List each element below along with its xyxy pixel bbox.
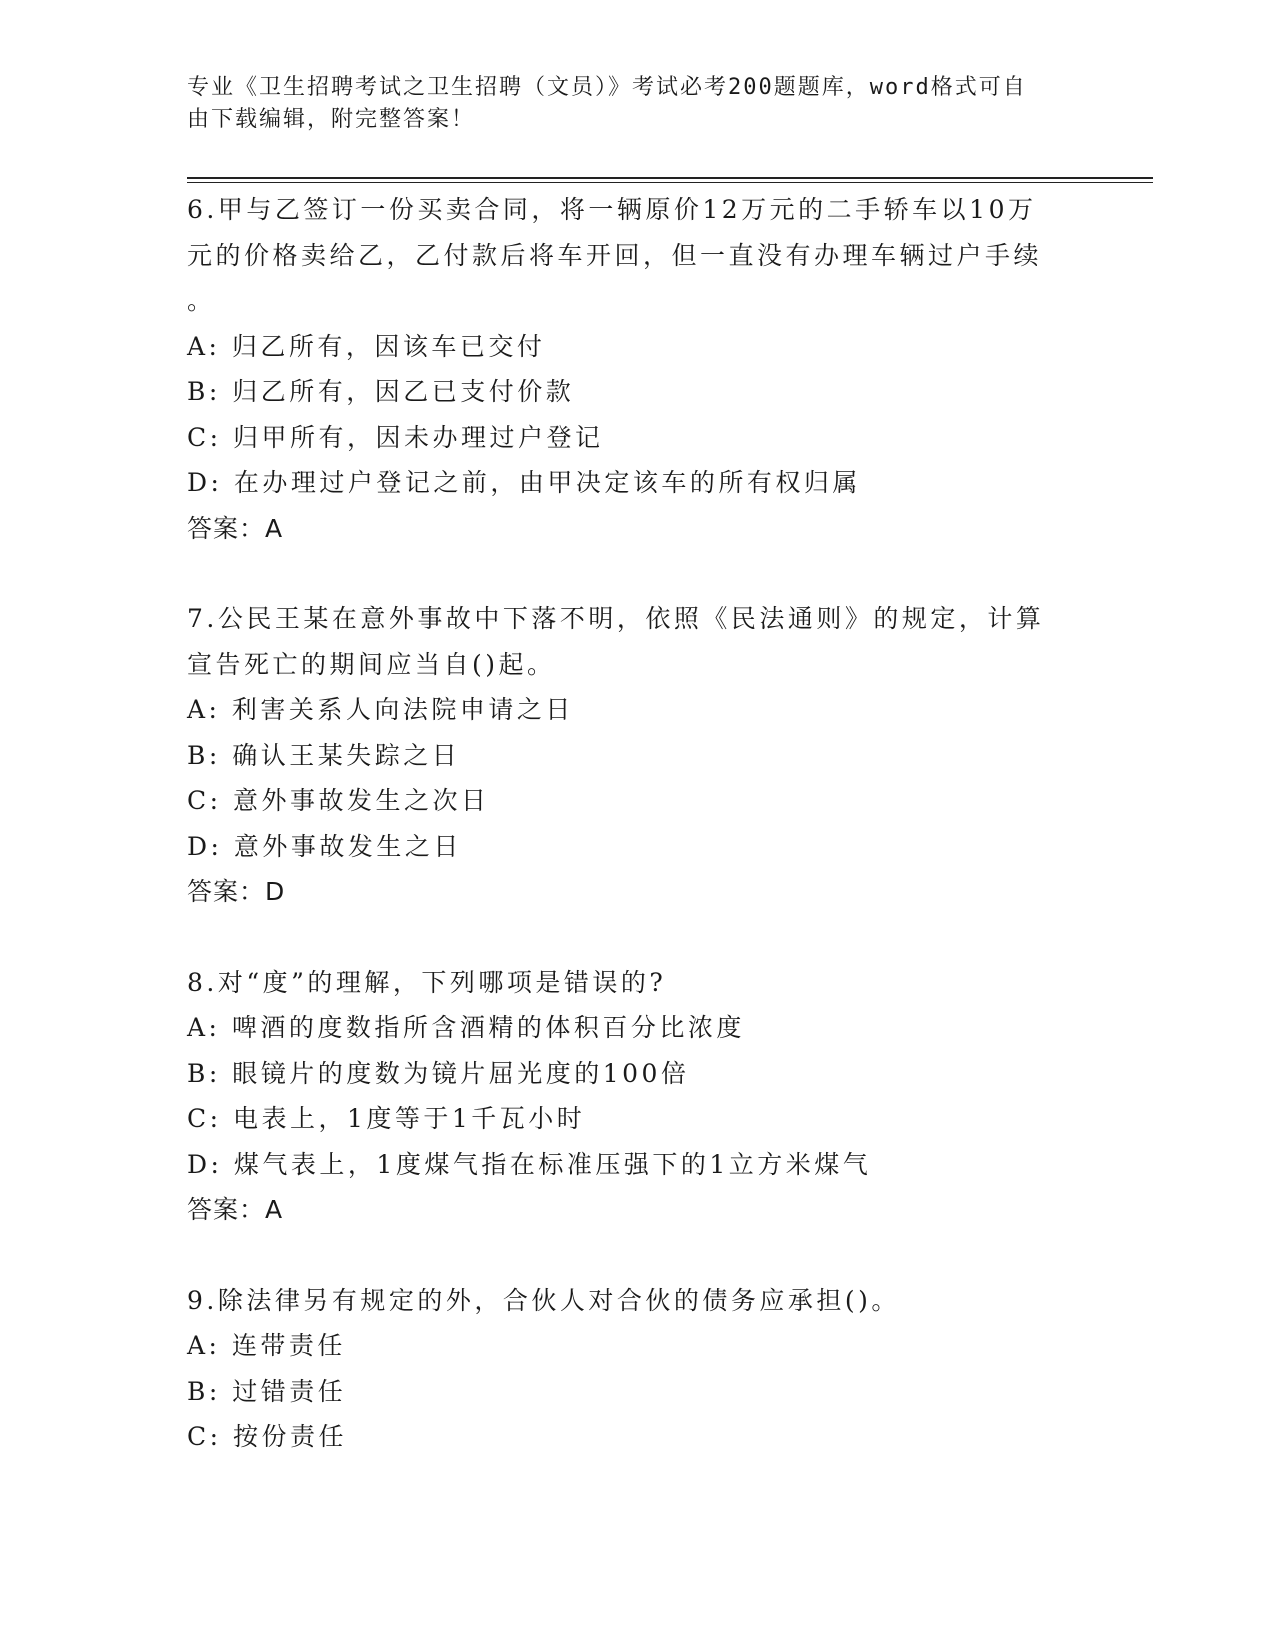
question-6-option-a: A: 归乙所有，因该车已交付 (187, 331, 546, 361)
question-6 (187, 187, 1067, 551)
question-list (187, 187, 1067, 1505)
header-line-1: 专业《卫生招聘考试之卫生招聘（文员）》考试必考200题题库，word格式可自 (187, 75, 1027, 100)
question-9-stem-line-1: 9.除法律另有规定的外，合伙人对合伙的债务应承担()。 (187, 1285, 900, 1315)
question-6-option-d: D: 在办理过户登记之前，由甲决定该车的所有权归属 (187, 468, 861, 497)
header-line-2: 由下载编辑，附完整答案！ (187, 107, 476, 132)
question-8-option-d: D: 煤气表上，1度煤气指在标准压强下的1立方米煤气 (187, 1149, 872, 1179)
question-6-stem-line-2: 元的价格卖给乙，乙付款后将车开回，但一直没有办理车辆过户手续 (187, 240, 1043, 270)
question-8-option-a: A: 啤酒的度数指所含酒精的体积百分比浓度 (187, 1013, 745, 1042)
question-9-option-b: B: 过错责任 (187, 1376, 347, 1406)
question-7-option-b: B: 确认王某失踪之日 (187, 740, 461, 770)
question-7-stem-line-1: 7.公民王某在意外事故中下落不明，依照《民法通则》的规定，计算 (187, 604, 1045, 633)
question-7-option-c: C: 意外事故发生之次日 (187, 786, 490, 815)
question-8 (187, 960, 1067, 1233)
question-9-option-c: C: 按份责任 (187, 1422, 347, 1451)
question-6-option-b: B: 归乙所有，因乙已支付价款 (187, 377, 575, 406)
question-6-stem-line-3: 。 (187, 286, 216, 315)
question-9 (187, 1278, 1067, 1460)
question-7-option-a: A: 利害关系人向法院申请之日 (187, 695, 574, 724)
question-6-option-c: C: 归甲所有，因未办理过户登记 (187, 422, 604, 452)
question-7-stem-line-2: 宣告死亡的期间应当自()起。 (187, 649, 556, 679)
question-7-answer: 答案：D (187, 877, 286, 906)
header-divider-thick (187, 177, 1153, 179)
question-8-option-b: B: 眼镜片的度数为镜片屈光度的100倍 (187, 1058, 690, 1088)
question-9-option-a: A: 连带责任 (187, 1331, 346, 1360)
question-6-stem-line-1: 6.甲与乙签订一份买卖合同，将一辆原价12万元的二手轿车以10万 (187, 195, 1037, 224)
question-7 (187, 596, 1067, 915)
document-header (187, 72, 1067, 136)
header-divider-thin (187, 182, 1153, 183)
question-7-option-d: D: 意外事故发生之日 (187, 831, 462, 861)
question-6-answer: 答案：A (187, 513, 284, 543)
question-8-option-c: C: 电表上，1度等于1千瓦小时 (187, 1104, 586, 1133)
question-8-answer: 答案：A (187, 1195, 284, 1224)
question-8-stem-line-1: 8.对“度”的理解，下列哪项是错误的? (187, 967, 667, 997)
